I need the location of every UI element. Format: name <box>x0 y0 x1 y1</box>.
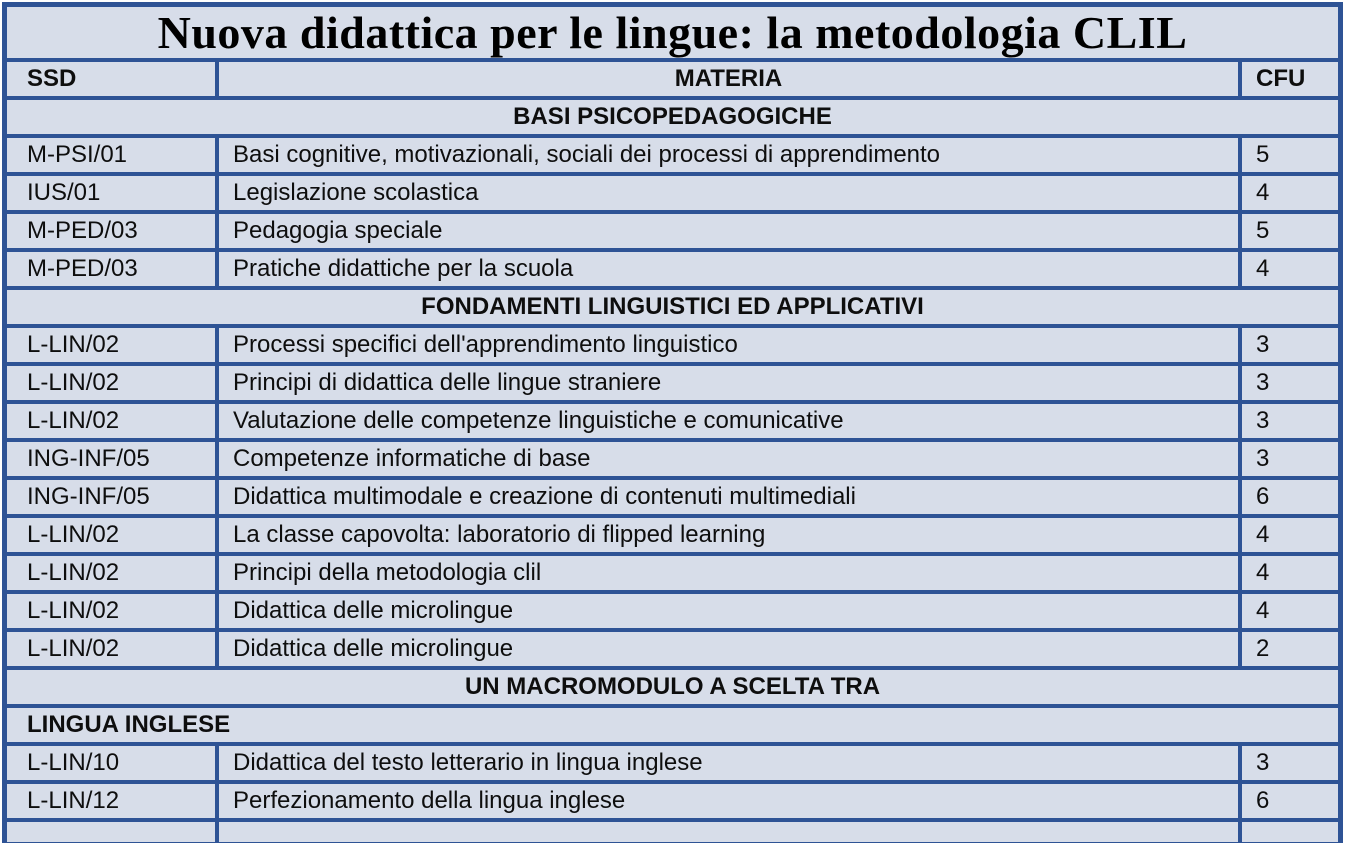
ssd-cell: L-LIN/02 <box>7 556 219 590</box>
column-header-cfu: CFU <box>1238 62 1338 96</box>
materia-cell: Processi specifici dell'apprendimento linguistico <box>233 331 738 358</box>
cfu-cell: 4 <box>1238 176 1338 210</box>
table-row <box>7 628 1338 666</box>
section-row <box>7 704 1338 742</box>
materia-cell: Legislazione scolastica <box>233 179 479 206</box>
materia-cell: Competenze informatiche di base <box>233 445 591 472</box>
materia-cell: Pedagogia speciale <box>233 217 443 244</box>
cfu-cell: 4 <box>1238 556 1338 590</box>
cfu-cell <box>1238 822 1338 842</box>
table-row <box>7 210 1338 248</box>
table-row <box>7 438 1338 476</box>
materia-cell: Principi della metodologia clil <box>233 559 542 586</box>
cfu-cell: 4 <box>1238 594 1338 628</box>
materia-cell: Valutazione delle competenze linguistiche e comunicative <box>233 407 844 434</box>
materia-cell: Didattica del testo letterario in lingua inglese <box>233 749 703 776</box>
cut-off-row <box>7 818 1338 842</box>
ssd-cell: L-LIN/02 <box>7 518 219 552</box>
section-row <box>7 666 1338 704</box>
ssd-cell: ING-INF/05 <box>7 480 219 514</box>
ssd-cell: M-PED/03 <box>7 252 219 286</box>
cfu-cell: 4 <box>1238 252 1338 286</box>
table-row <box>7 134 1338 172</box>
section-label: FONDAMENTI LINGUISTICI ED APPLICATIVI <box>421 293 924 320</box>
cfu-cell: 6 <box>1238 480 1338 514</box>
table-row <box>7 362 1338 400</box>
cfu-cell: 3 <box>1238 404 1338 438</box>
section-label: BASI PSICOPEDAGOGICHE <box>513 103 832 130</box>
materia-cell: Basi cognitive, motivazionali, sociali dei processi di apprendimento <box>233 141 941 168</box>
materia-cell: Didattica multimodale e creazione di contenuti multimediali <box>233 483 856 510</box>
ssd-cell: IUS/01 <box>7 176 219 210</box>
section-label: LINGUA INGLESE <box>27 711 231 738</box>
cfu-cell: 3 <box>1238 746 1338 780</box>
column-header-row <box>7 58 1338 96</box>
page-title: Nuova didattica per le lingue: la metodologia CLIL <box>157 7 1188 58</box>
cfu-cell: 4 <box>1238 518 1338 552</box>
section-label: UN MACROMODULO A SCELTA TRA <box>464 673 881 700</box>
section-row <box>7 96 1338 134</box>
table-row <box>7 400 1338 438</box>
table-row <box>7 476 1338 514</box>
ssd-cell: L-LIN/02 <box>7 632 219 666</box>
materia-cell: Didattica delle microlingue <box>233 635 514 662</box>
ssd-cell: L-LIN/02 <box>7 328 219 362</box>
ssd-cell: L-LIN/02 <box>7 404 219 438</box>
cfu-cell: 5 <box>1238 214 1338 248</box>
table-title-row <box>7 7 1338 58</box>
materia-cell: Didattica delle microlingue <box>233 597 514 624</box>
column-header-materia: MATERIA <box>674 65 783 92</box>
ssd-cell: L-LIN/02 <box>7 366 219 400</box>
table-row <box>7 172 1338 210</box>
materia-cell: Pratiche didattiche per la scuola <box>233 255 574 282</box>
table-row <box>7 742 1338 780</box>
ssd-cell <box>7 822 219 842</box>
ssd-cell: L-LIN/10 <box>7 746 219 780</box>
cfu-cell: 3 <box>1238 328 1338 362</box>
cfu-cell: 6 <box>1238 784 1338 818</box>
table-row <box>7 514 1338 552</box>
materia-cell: La classe capovolta: laboratorio di flipped learning <box>233 521 766 548</box>
cfu-cell: 3 <box>1238 442 1338 476</box>
materia-cell <box>219 822 1238 842</box>
table-row <box>7 780 1338 818</box>
ssd-cell: M-PED/03 <box>7 214 219 248</box>
table-row <box>7 590 1338 628</box>
ssd-cell: L-LIN/02 <box>7 594 219 628</box>
cfu-cell: 3 <box>1238 366 1338 400</box>
column-header-ssd: SSD <box>7 62 219 96</box>
materia-cell: Principi di didattica delle lingue straniere <box>233 369 662 396</box>
materia-cell: Perfezionamento della lingua inglese <box>233 787 626 814</box>
ssd-cell: ING-INF/05 <box>7 442 219 476</box>
cfu-cell: 2 <box>1238 632 1338 666</box>
ssd-cell: M-PSI/01 <box>7 138 219 172</box>
table-row <box>7 248 1338 286</box>
section-row <box>7 286 1338 324</box>
curriculum-table <box>2 2 1343 843</box>
ssd-cell: L-LIN/12 <box>7 784 219 818</box>
table-row <box>7 552 1338 590</box>
cfu-cell: 5 <box>1238 138 1338 172</box>
table-row <box>7 324 1338 362</box>
